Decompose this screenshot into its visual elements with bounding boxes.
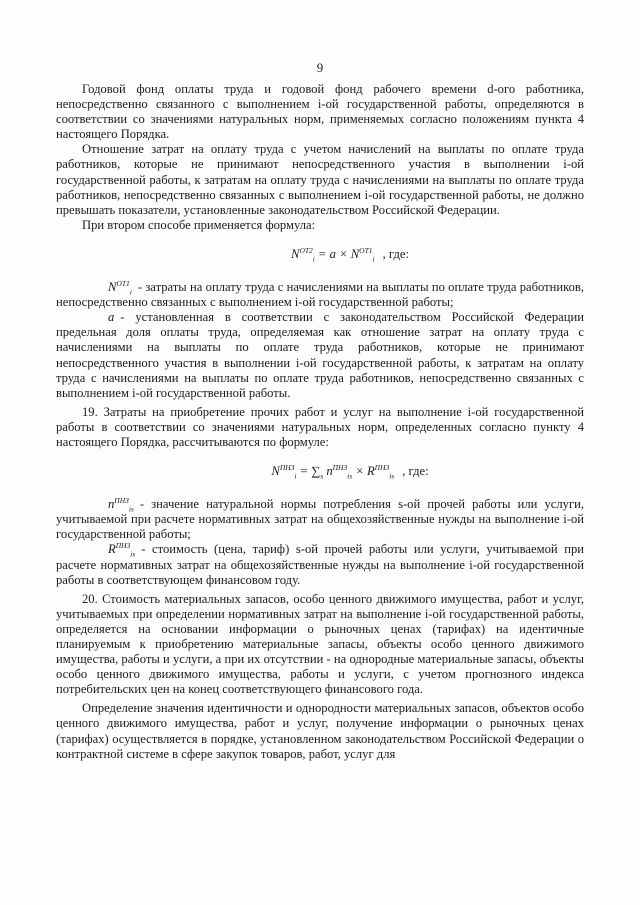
paragraph-second-method: При втором способе применяется формула: — [82, 217, 316, 232]
page-number: 9 — [316, 60, 324, 75]
paragraph-19: 19. Затраты на приобретение прочих работ и услуг на выполнение i-ой государственной работы в соответствии со значениями натуральных норм, определенных согласно пункту 4 настоящего Порядка, рассчитываются по формуле: — [56, 404, 584, 449]
formula-ot2: $N^{ОТ2}_i = a \times N^{ОТ1}_i$ , где: — [291, 245, 409, 264]
definition-a: a - установленная в соответствии с законодательством Российской Федерации предельная доля оплаты труда, определяемая как отношение затрат на оплату труда с начислениями на выплаты по оплате труда работников, которые не принимают непосредственного участия в выполнении i-ой государственной работы, к затратам на оплату труда с начислениями на выплаты по оплате труда работников, непосредственно связанных с выполнением i-ой государственной работы. — [56, 310, 584, 400]
definition-r-pnz: $R^{ПНЗ}_{is}$ - стоимость (цена, тариф) s-ой прочей работы или услуги, учитываемой при расчете нормативных затрат на общехозяйственные нужды на выполнение i-ой государственной работы в соответствующем финансовом году. — [56, 541, 584, 587]
paragraph-annual-fund: Годовой фонд оплаты труда и годовой фонд рабочего времени d-ого работника, непосредственно связанного с выполнением i-ой государственной работы, определяются в соответствии со значениями натуральных норм, применяемых согласно положениям пункта 4 настоящего Порядка. — [56, 82, 584, 142]
paragraph-20: 20. Стоимость материальных запасов, особо ценного движимого имущества, работ и услуг, учитываемых при определении нормативных затрат на выполнение i-ой государственной работы, определяется на основании информации о рыночных ценах (тарифах) на идентичные планируемым к приобретению материальные запасы, объекты особо ценного движимого имущества, работы и услуги, а при их отсутствии - на однородные материальные запасы, объекты особо ценного движимого имущества, работы и услуги, с учетом прогнозного индекса потребительских цен на конец соответствующего финансового года. — [56, 591, 584, 697]
definition-n-pnz: $n^{ПНЗ}_{is}$ - значение натуральной нормы потребления s-ой прочей работы или услуги, учитываемой при расчете нормативных затрат на общехозяйственные нужды на выполнение i-ой государственной работы; — [56, 495, 584, 542]
paragraph-identity: Определение значения идентичности и однородности материальных запасов, объектов особо ценного движимого имущества, работ и услуг, получение информации о рыночных ценах (тарифах) осуществляется в порядке, установленном законодательством Российской Федерации о контрактной системе в сфере закупок товаров, работ, услуг для — [56, 701, 584, 761]
definition-n-ot1: $N^{ОТ1}_i$ - затраты на оплату труда с начислениями на выплаты по оплате труда работников, непосредственно связанных с выполнением i-ой государственной работы; — [56, 278, 584, 310]
formula-pnz: $N^{ПНЗ}_i = \sum_s$ $n^{ПНЗ}_{is} \times R^{ПНЗ}_{is}$ , где: — [271, 462, 429, 481]
paragraph-ratio: Отношение затрат на оплату труда с учетом начислений на выплаты по оплате труда работников, которые не принимают непосредственного участия в выполнении i-ой государственной работы, к затратам на оплату труда с начислениями на выплаты по оплате труда работников, непосредственно связанных с выполнением i-ой государственной работы, не должно превышать показатели, установленные законодательством Российской Федерации. — [56, 142, 584, 217]
document-body — [56, 82, 584, 762]
